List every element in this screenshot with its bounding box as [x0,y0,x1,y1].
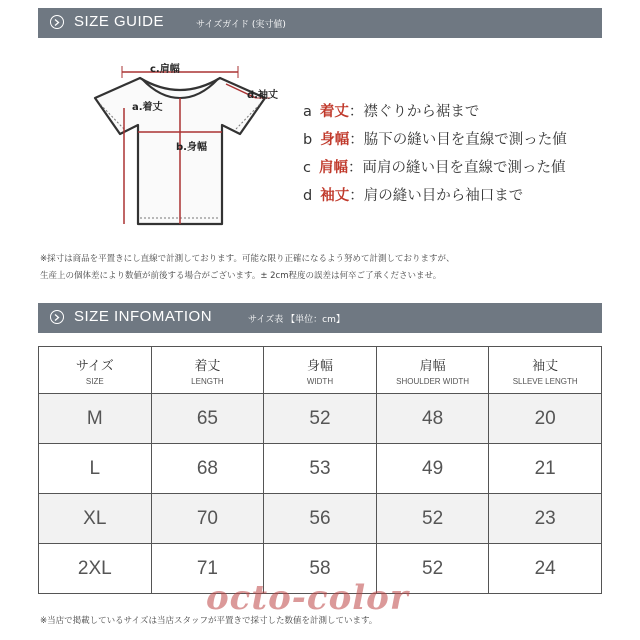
header-size: サイズ SIZE [39,347,152,394]
size-table [38,346,602,594]
header-shoulder-width: 肩幅 SHOULDER WIDTH [376,347,489,394]
table-row [39,444,602,494]
diagram-label-c: c.肩幅 [150,64,180,75]
table-cell: 70 [151,494,264,544]
table-cell: 53 [264,444,377,494]
table-cell: 2XL [39,544,152,594]
legend-item-b: b 身幅：脇下の縫い目を直線で測った値 [303,132,567,148]
table-cell: 68 [151,444,264,494]
table-cell: 24 [489,544,602,594]
table-cell: 48 [376,394,489,444]
size-guide-header [38,8,602,38]
table-cell: 52 [376,544,489,594]
diagram-label-d: d.袖丈 [247,90,278,101]
table-row [39,394,602,444]
measurement-note-line2: 生産上の個体差により数値が前後する場合がございます。± 2cm程度の誤差は何卒ご了承くださいませ。 [40,271,442,281]
header-width: 身幅 WIDTH [264,347,377,394]
table-cell: 49 [376,444,489,494]
table-cell: XL [39,494,152,544]
table-cell: L [39,444,152,494]
size-guide-title: SIZE GUIDE [74,13,165,30]
store-note: ※当店で掲載しているサイズは当店スタッフが平置きで採寸した数値を計測しています。 [40,616,378,626]
table-cell: 21 [489,444,602,494]
legend-item-d: d 袖丈：肩の縫い目から袖口まで [303,188,524,204]
table-cell: 65 [151,394,264,444]
size-info-title: SIZE INFOMATION [74,308,213,325]
table-cell: 23 [489,494,602,544]
table-cell: 52 [376,494,489,544]
table-cell: 58 [264,544,377,594]
table-cell: 56 [264,494,377,544]
table-cell: 20 [489,394,602,444]
diagram-label-a: a.着丈 [132,102,163,113]
table-header-row [39,347,602,394]
size-info-subtitle: サイズ表 【単位：cm】 [248,315,345,325]
size-info-header [38,303,602,333]
header-sleeve-length: 袖丈 SLLEVE LENGTH [489,347,602,394]
watermark: octo-color [206,578,409,618]
legend-item-a: a 着丈：襟ぐりから裾まで [303,104,480,120]
table-cell: M [39,394,152,444]
table-row [39,494,602,544]
diagram-label-b: b.身幅 [176,142,207,153]
table-cell: 52 [264,394,377,444]
chevron-right-icon [50,15,64,29]
legend-item-c: c 肩幅：両肩の縫い目を直線で測った値 [303,160,566,176]
header-length: 着丈 LENGTH [151,347,264,394]
measurement-note-line1: ※採寸は商品を平置きにし直線で計測しております。可能な限り正確になるよう努めて計測しておりますが、 [40,254,455,264]
chevron-right-icon [50,310,64,324]
size-guide-subtitle: サイズガイド (実寸値) [196,20,286,30]
table-cell: 71 [151,544,264,594]
